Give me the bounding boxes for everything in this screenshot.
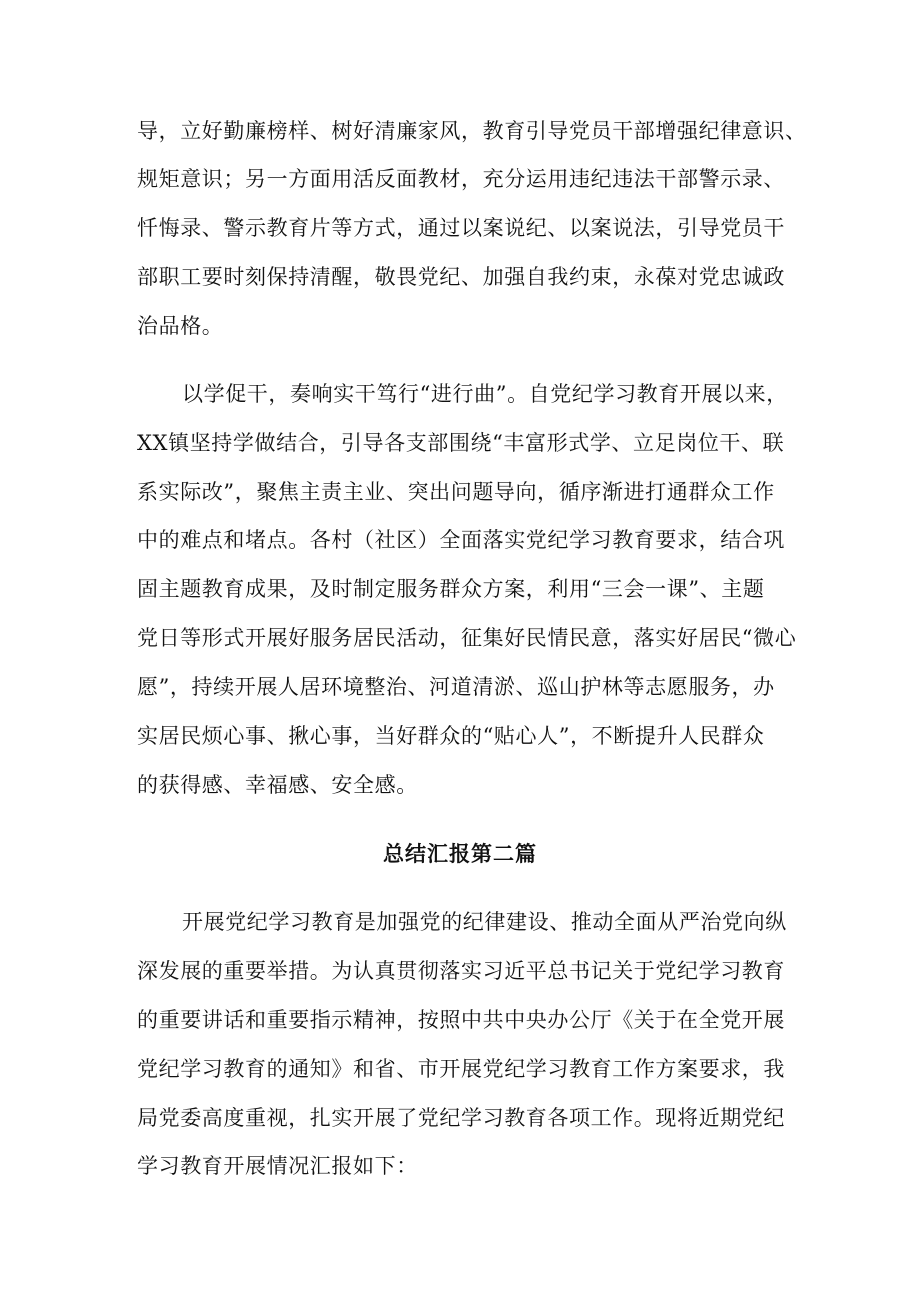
text-line: 开展党纪学习教育是加强党的纪律建设、推动全面从严治党向纵 [182,910,787,934]
text-line: 治品格。 [137,314,224,338]
text-line: 部职工要时刻保持清醒，敬畏党纪、加强自我约束，永葆对党忠诚政 [137,265,785,289]
text-line: 局党委高度重视，扎实开展了党纪学习教育各项工作。现将近期党纪 [137,1106,785,1130]
text-line: 深发展的重要举措。为认真贯彻落实习近平总书记关于党纪学习教育 [137,959,785,983]
text-line: 党日等形式开展好服务居民活动，征集好民情民意，落实好居民“微心 [137,626,797,650]
text-line: 导，立好勤廉榜样、树好清廉家风，教育引导党员干部增强纪律意识、 [137,119,807,143]
text-line: 学习教育开展情况汇报如下： [137,1154,418,1178]
text-line: 愿”，持续开展人居环境整治、河道清淤、巡山护林等志愿服务，办 [137,675,775,699]
text-line: 系实际改”，聚焦主责主业、突出问题导向，循序渐进打通群众工作 [137,480,775,504]
text-line: 以学促干，奏响实干笃行“进行曲”。自党纪学习教育开展以来， [182,382,788,406]
section-heading: 总结汇报第二篇 [383,842,537,866]
text-line: 规矩意识；另一方面用活反面教材，充分运用违纪违法干部警示录、 [137,167,785,191]
text-line: 党纪学习教育的通知》和省、市开展党纪学习教育工作方案要求，我 [137,1057,785,1081]
text-line: 的重要讲话和重要指示精神，按照中共中央办公厅《关于在全党开展 [137,1008,785,1032]
text-line: 忏悔录、警示教育片等方式，通过以案说纪、以案说法，引导党员干 [137,216,785,240]
text-line: 固主题教育成果，及时制定服务群众方案，利用“三会一课”、主题 [137,577,765,601]
text-line: 中的难点和堵点。各村（社区）全面落实党纪学习教育要求，结合巩 [137,528,785,552]
text-line: 实居民烦心事、揪心事，当好群众的“贴心人”，不断提升人民群众 [137,724,765,748]
text-line: 的获得感、幸福感、安全感。 [137,773,418,797]
text-line: XX镇坚持学做结合，引导各支部围绕“丰富形式学、立足岗位干、联 [137,431,785,455]
